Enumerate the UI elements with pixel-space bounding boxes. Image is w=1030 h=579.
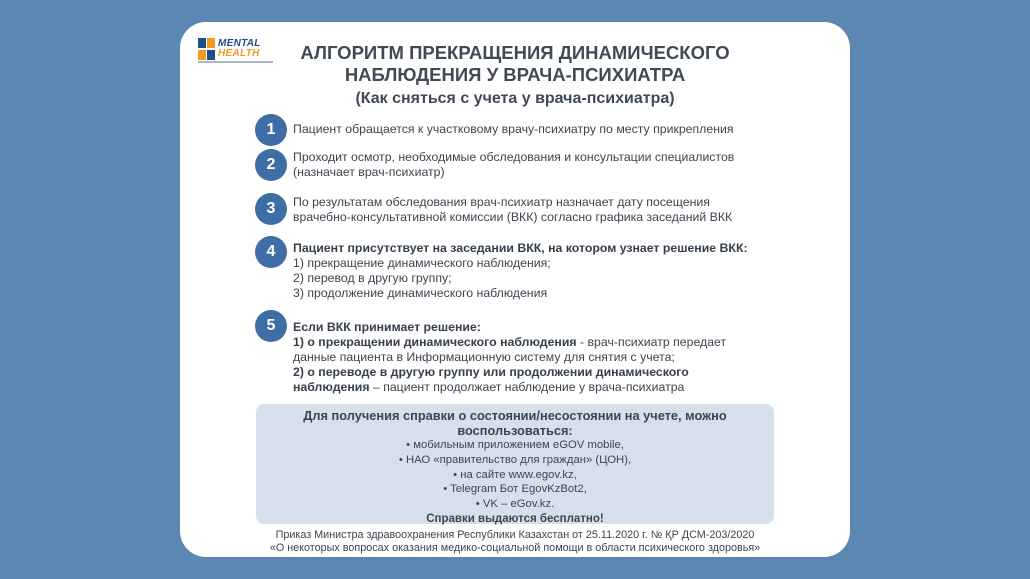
step-2-text	[293, 150, 783, 180]
page-title	[270, 42, 760, 86]
logo-text-health: HEALTH	[218, 48, 260, 59]
step-4-option-2: 2) перевод в другую группу;	[293, 271, 452, 285]
step-4-option-1: 1) прекращение динамического наблюдения;	[293, 256, 551, 270]
legal-reference-line-2: «О некоторых вопросах оказания медико-социальной помощи в области психического здоровья»	[269, 542, 761, 554]
logo-underline	[198, 61, 273, 63]
step-5-decision-2-cont: наблюдения	[293, 380, 370, 394]
step-5-text	[293, 320, 783, 395]
step-number-badge: 1	[255, 114, 287, 146]
step-number-badge: 2	[255, 149, 287, 181]
info-heading-line-1: Для получения справки о состоянии/несостоянии на учете, можно	[303, 408, 727, 423]
step-3-line-1: По результатам обследования врач-психиатр назначает дату посещения	[293, 195, 710, 209]
step-4-heading: Пациент присутствует на заседании ВКК, на котором узнает решение ВКК:	[293, 241, 748, 255]
info-item: • VK – eGov.kz.	[475, 498, 555, 511]
mental-health-logo	[198, 38, 278, 72]
step-2-line-2: (назначает врач-психиатр)	[293, 165, 445, 179]
page-subtitle: (Как сняться с учета у врача-психиатра)	[355, 90, 675, 107]
title-line-2: НАБЛЮДЕНИЯ У ВРАЧА-ПСИХИАТРА	[344, 64, 686, 85]
step-3-text	[293, 195, 783, 225]
step-5-heading: Если ВКК принимает решение:	[293, 320, 481, 334]
logo-mark-icon	[198, 38, 215, 60]
step-4-text	[293, 241, 783, 301]
step-number-badge: 3	[255, 193, 287, 225]
step-5-decision-2-text: – пациент продолжает наблюдение у врача-психиатра	[369, 380, 685, 394]
step-5-decision-1: 1) о прекращении динамического наблюдения	[293, 335, 577, 349]
info-item: • на сайте www.egov.kz,	[453, 468, 577, 481]
step-5-decision-1-text-cont: данные пациента в Информационную систему для снятия с учета;	[293, 350, 675, 364]
info-heading-line-2: воспользоваться:	[457, 423, 573, 438]
info-item: • Telegram Бот EgovKzBot2,	[443, 483, 587, 496]
logo-text-mental: MENTAL	[218, 38, 261, 49]
info-item: • мобильным приложением eGOV mobile,	[406, 439, 624, 451]
info-free-note: Справки выдаются бесплатно!	[426, 512, 604, 525]
legal-reference	[220, 529, 810, 555]
step-number-badge: 5	[255, 310, 287, 342]
content-card	[180, 22, 850, 557]
step-2-line-1: Проходит осмотр, необходимые обследования и консультации специалистов	[293, 150, 735, 164]
step-number-badge: 4	[255, 236, 287, 268]
info-heading	[256, 408, 774, 438]
legal-reference-line-1: Приказ Министра здравоохранения Республики Казахстан от 25.11.2020 г. № ҚР ДСМ-203/2020	[275, 529, 755, 541]
step-1-text: Пациент обращается к участковому врачу-психиатру по месту прикрепления	[293, 122, 734, 136]
step-5-decision-2: 2) о переводе в другую группу или продолжении динамического	[293, 365, 689, 379]
step-5-decision-1-text: - врач-психиатр передает	[576, 335, 727, 349]
info-item: • НАО «правительство для граждан» (ЦОН),	[398, 453, 632, 466]
certificate-info-box	[256, 404, 774, 524]
title-line-1: АЛГОРИТМ ПРЕКРАЩЕНИЯ ДИНАМИЧЕСКОГО	[300, 42, 730, 63]
step-3-line-2: врачебно-консультативной комиссии (ВКК) согласно графика заседаний ВКК	[293, 210, 733, 224]
step-4-option-3: 3) продолжение динамического наблюдения	[293, 286, 548, 300]
